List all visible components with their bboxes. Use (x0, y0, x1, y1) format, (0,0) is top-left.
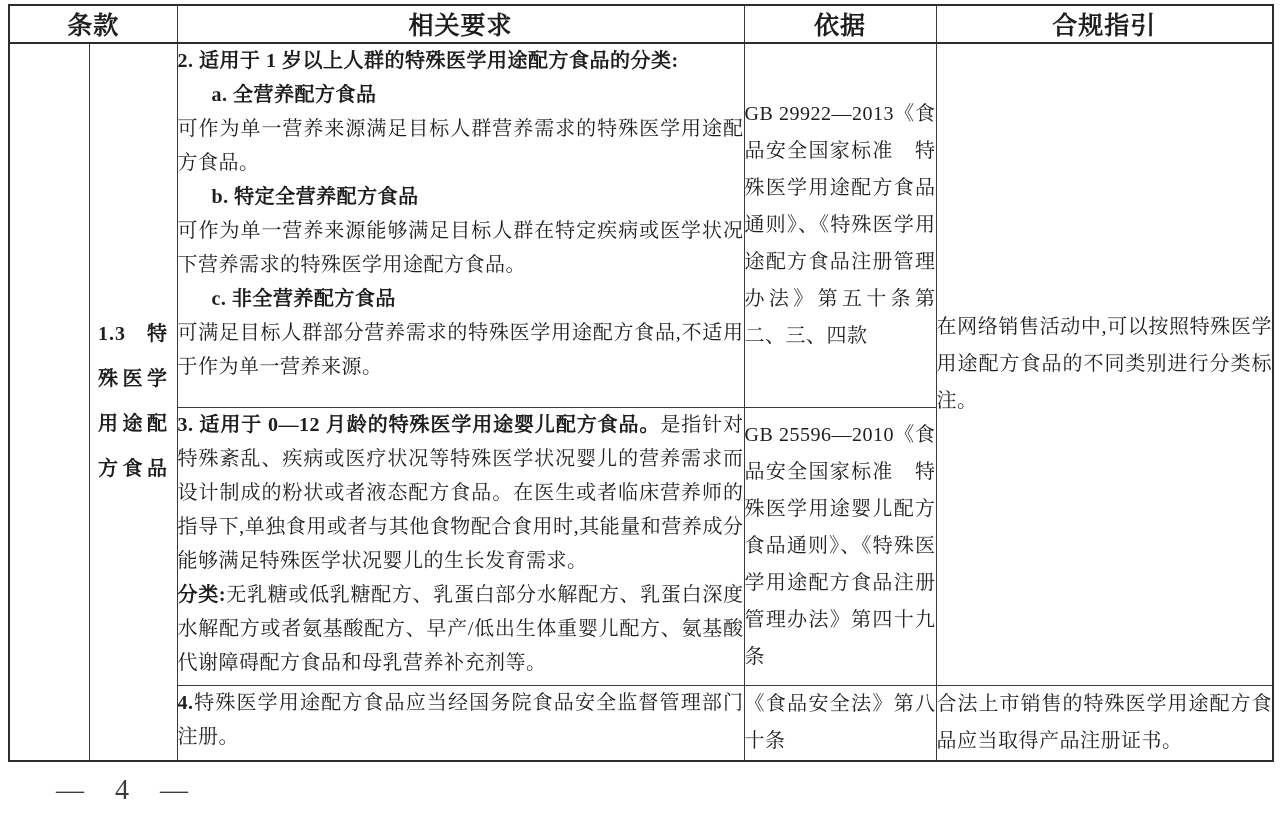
basis-cell: GB 29922—2013《食品安全国家标准 特殊医学用途配方食品通则》、《特殊医学用途配方食品注册管理办法》第五十条第二、三、四款 (744, 43, 936, 407)
requirement-paragraph: 可满足目标人群部分营养需求的特殊医学用途配方食品,不适用于作为单一营养来源。 (177, 322, 744, 378)
header-clause: 条款 (9, 5, 177, 43)
requirement-cell (177, 407, 744, 685)
table-row (9, 43, 1273, 407)
requirement-paragraph: 可作为单一营养来源满足目标人群营养需求的特殊医学用途配方食品。 (177, 118, 744, 174)
guidance-cell: 在网络销售活动中,可以按照特殊医学用途配方食品的不同类别进行分类标注。 (936, 43, 1273, 685)
requirement-paragraph (178, 578, 744, 680)
basis-cell: GB 25596—2010《食品安全国家标准 特殊医学用途婴儿配方食品通则》、《特殊医学用途配方食品注册管理办法》第四十九条 (744, 407, 936, 685)
paragraph-lead: 3. 适用于 0—12 月龄的特殊医学用途婴儿配方食品。 (177, 413, 661, 436)
table-header-row (9, 5, 1273, 43)
table-row (9, 685, 1273, 761)
compliance-table (8, 4, 1274, 762)
header-guidance: 合规指引 (936, 5, 1273, 43)
paragraph-lead: 分类: (177, 583, 227, 606)
header-requirements: 相关要求 (177, 5, 744, 43)
requirement-paragraph: 2. 适用于 1 岁以上人群的特殊医学用途配方食品的分类: (177, 50, 679, 72)
requirement-paragraph: c. 非全营养配方食品 (211, 288, 396, 310)
requirement-paragraph: a. 全营养配方食品 (211, 84, 377, 106)
requirement-paragraph: b. 特定全营养配方食品 (211, 186, 419, 208)
requirement-cell (177, 685, 744, 761)
clause-number-cell (9, 43, 89, 761)
requirement-paragraph (178, 408, 744, 578)
paragraph-text: 是指针对特殊紊乱、疾病或医疗状况等特殊医学状况婴儿的营养需求而设计制成的粉状或者液态配方食品。在医生或者临床营养师的指导下,单独食用或者与其他食物配合食用时,其能量和营养成分能够满足特殊医学状况婴儿的生长发育需求。 (177, 413, 744, 572)
basis-cell: 《食品安全法》第八十条 (744, 685, 936, 761)
clause-label: 1.3 特殊医学用途配方食品 (98, 323, 168, 480)
header-basis: 依据 (744, 5, 936, 43)
requirement-paragraph: 可作为单一营养来源能够满足目标人群在特定疾病或医学状况下营养需求的特殊医学用途配方食品。 (177, 220, 744, 276)
paragraph-text: 无乳糖或低乳糖配方、乳蛋白部分水解配方、乳蛋白深度水解配方或者氨基酸配方、早产/低出生体重婴儿配方、氨基酸代谢障碍配方食品和母乳营养补充剂等。 (177, 583, 744, 674)
guidance-cell: 合法上市销售的特殊医学用途配方食品应当取得产品注册证书。 (936, 685, 1273, 761)
requirement-cell (177, 43, 744, 407)
requirement-paragraph (178, 686, 744, 754)
clause-cell (89, 43, 177, 761)
paragraph-text: 特殊医学用途配方食品应当经国务院食品安全监督管理部门注册。 (177, 691, 744, 748)
paragraph-lead: 4. (177, 691, 194, 714)
page-number: — 4 — (56, 775, 189, 806)
